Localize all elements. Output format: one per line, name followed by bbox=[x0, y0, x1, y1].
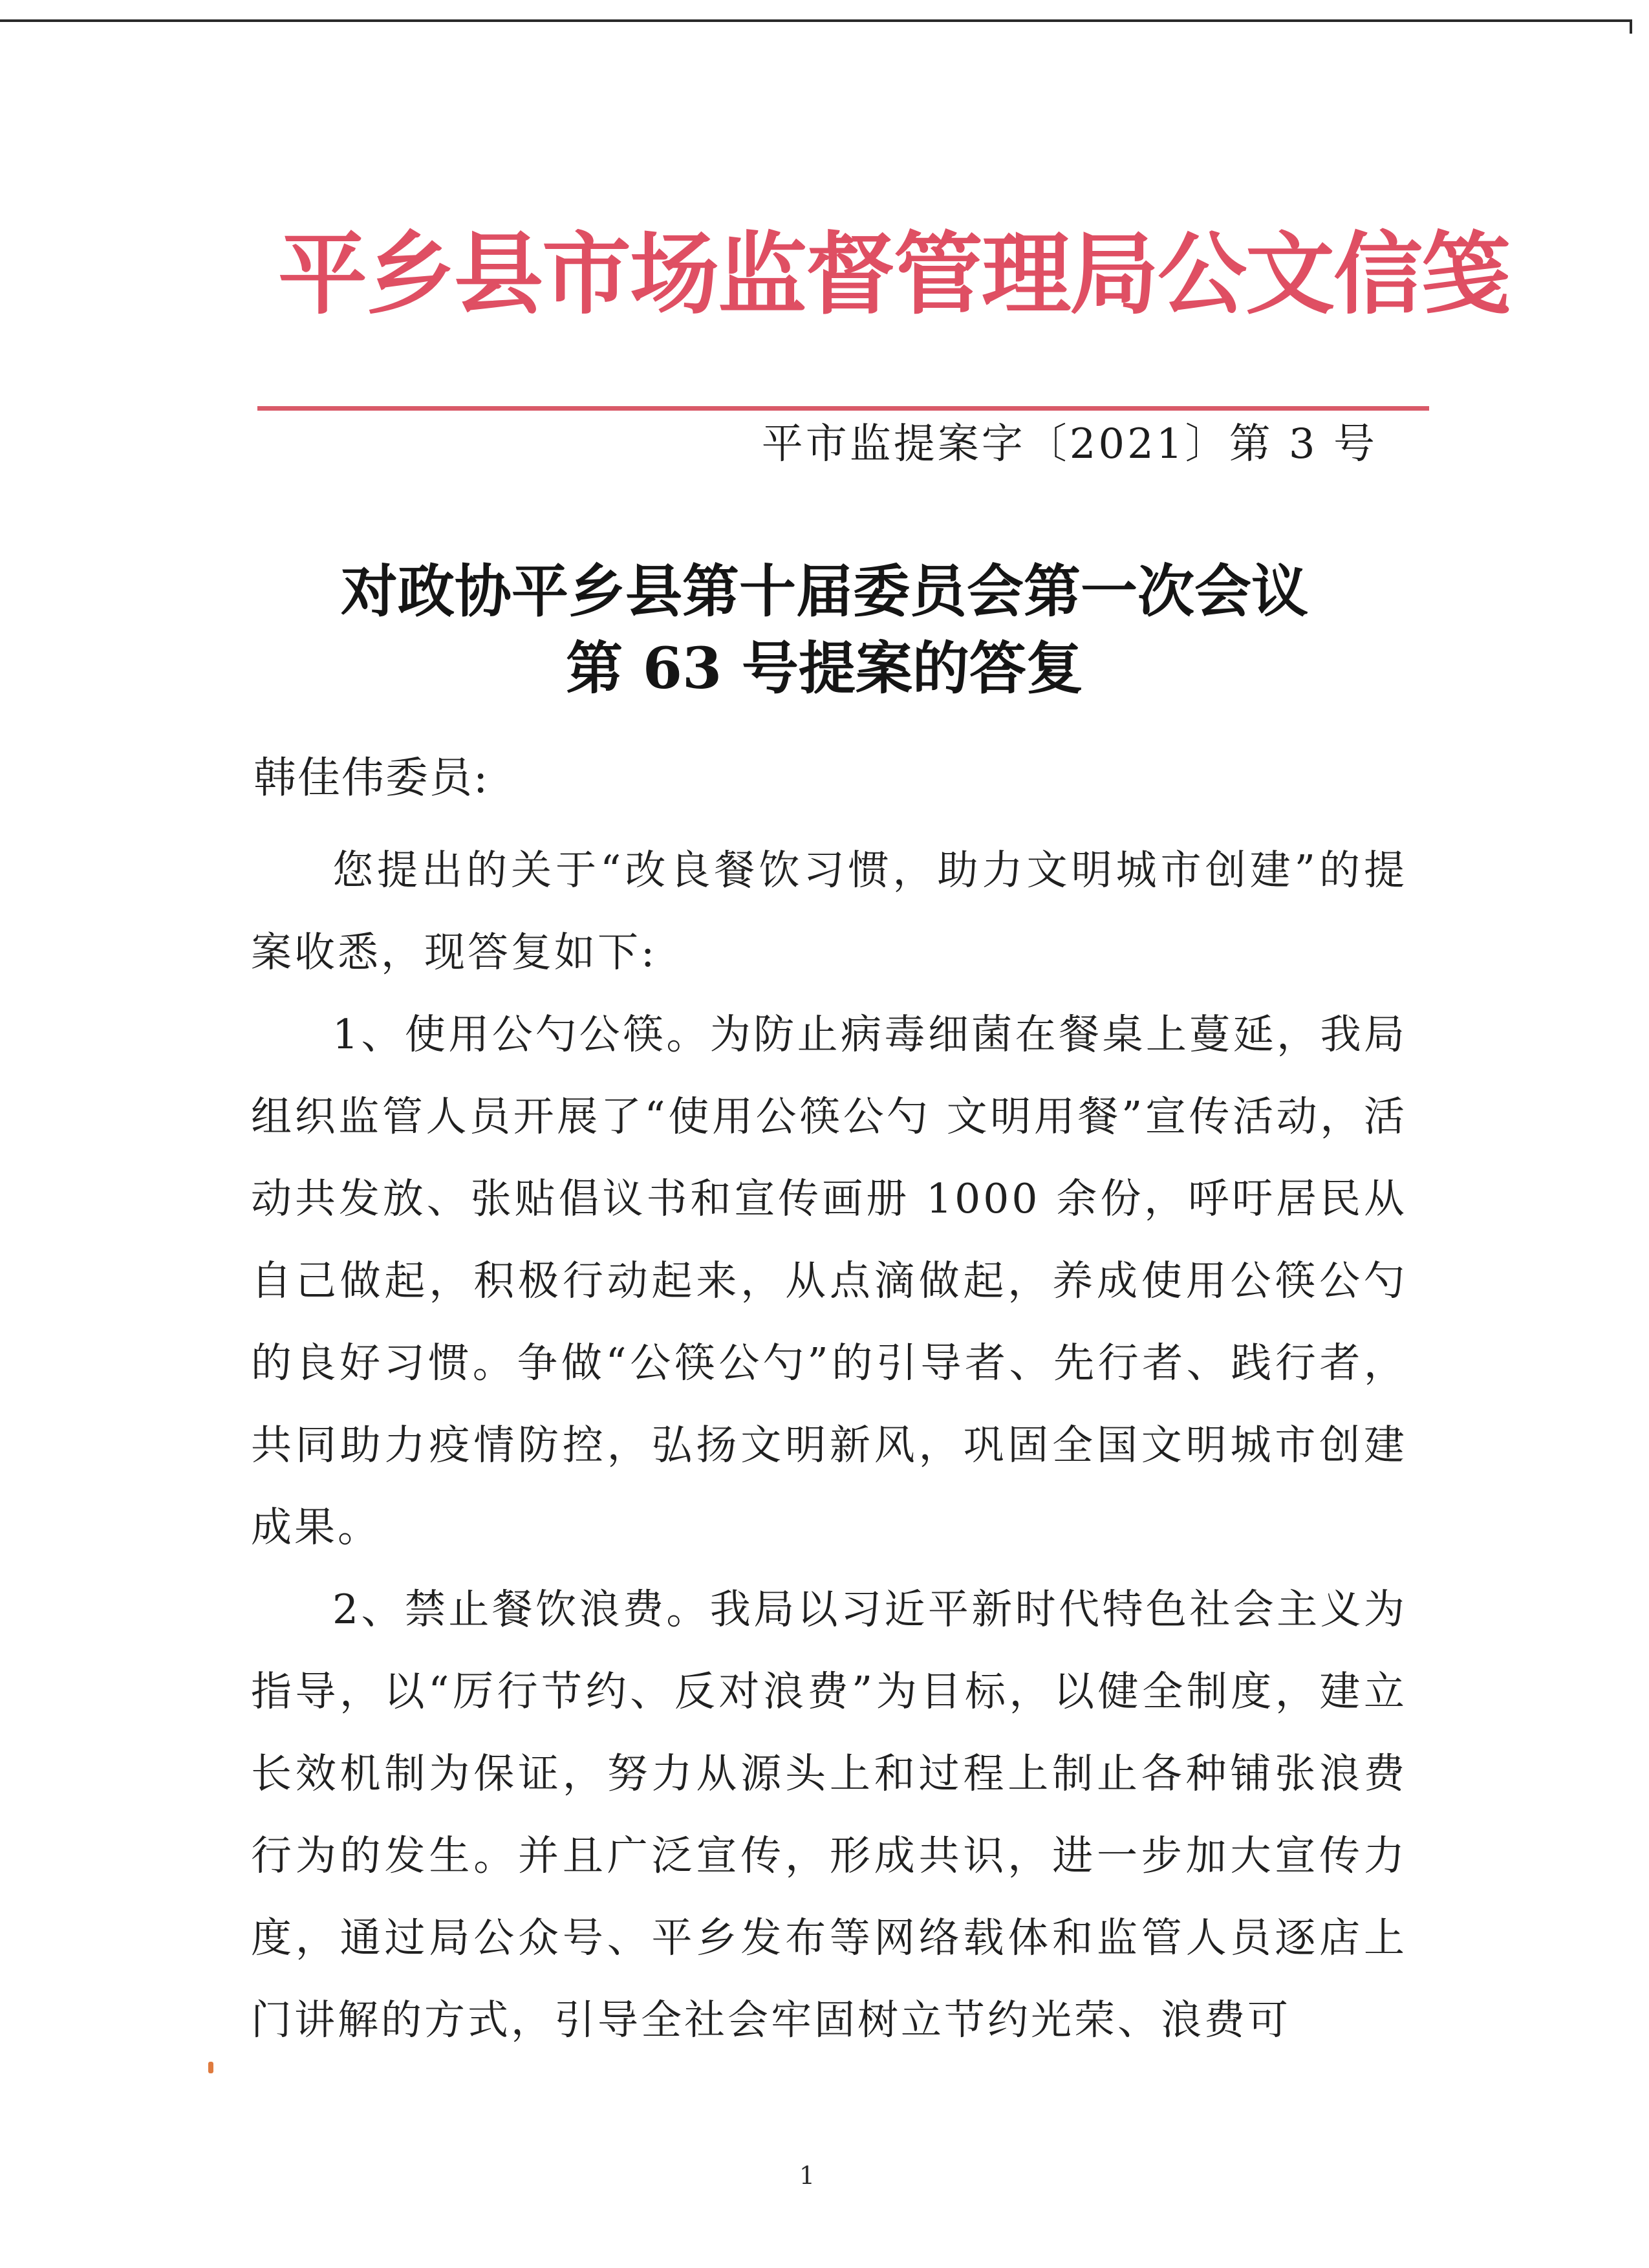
intro-paragraph: 您提出的关于“改良餐饮习惯，助力文明城市创建”的提案收悉，现答复如下: bbox=[251, 847, 1407, 976]
scan-speck-decoration bbox=[208, 2062, 213, 2073]
item-1-paragraph: 1、使用公勺公筷。为防止病毒细菌在餐桌上蔓延，我局组织监管人员开展了“使用公筷公勺 文明用餐”宣传活动，活动共发放、张贴倡议书和宣传画册 1000 余份，呼吁居民从自己做起，积极行动起来，从点滴做起，养成使用公筷公勺的良好习惯。争做“公筷公勺”的引导者、先行者、践行者，共同助力疫情防控，弘扬文明新风，巩固全国文明城市创建成果。 bbox=[251, 1011, 1407, 1551]
document-body bbox=[251, 829, 1407, 2061]
document-title bbox=[194, 553, 1455, 707]
document-title-line-2: 第 63 号提案的答复 bbox=[566, 634, 1083, 702]
scan-page-edge bbox=[0, 19, 1632, 34]
document-title-line-1: 对政协平乡县第十届委员会第一次会议 bbox=[340, 557, 1308, 625]
salutation: 韩佳伟委员: bbox=[253, 753, 490, 803]
item-2-paragraph: 2、禁止餐饮浪费。我局以习近平新时代特色社会主义为指导，以“厉行节约、反对浪费”为目标，以健全制度，建立长效机制为保证，努力从源头上和过程上制止各种铺张浪费行为的发生。并且广泛宣传，形成共识，进一步加大宣传力度，通过局公众号、平乡发布等网络载体和监管人员逐店上门讲解的方式，引导全社会牢固树立节约光荣、浪费可 bbox=[251, 1586, 1407, 2044]
letterhead-title: 平乡县市场监督管理局公文信笺 bbox=[278, 221, 1510, 327]
document-number: 平市监提案字〔2021〕第 3 号 bbox=[761, 420, 1377, 468]
letterhead-red-rule bbox=[257, 406, 1429, 411]
page-number: 1 bbox=[799, 2161, 815, 2190]
